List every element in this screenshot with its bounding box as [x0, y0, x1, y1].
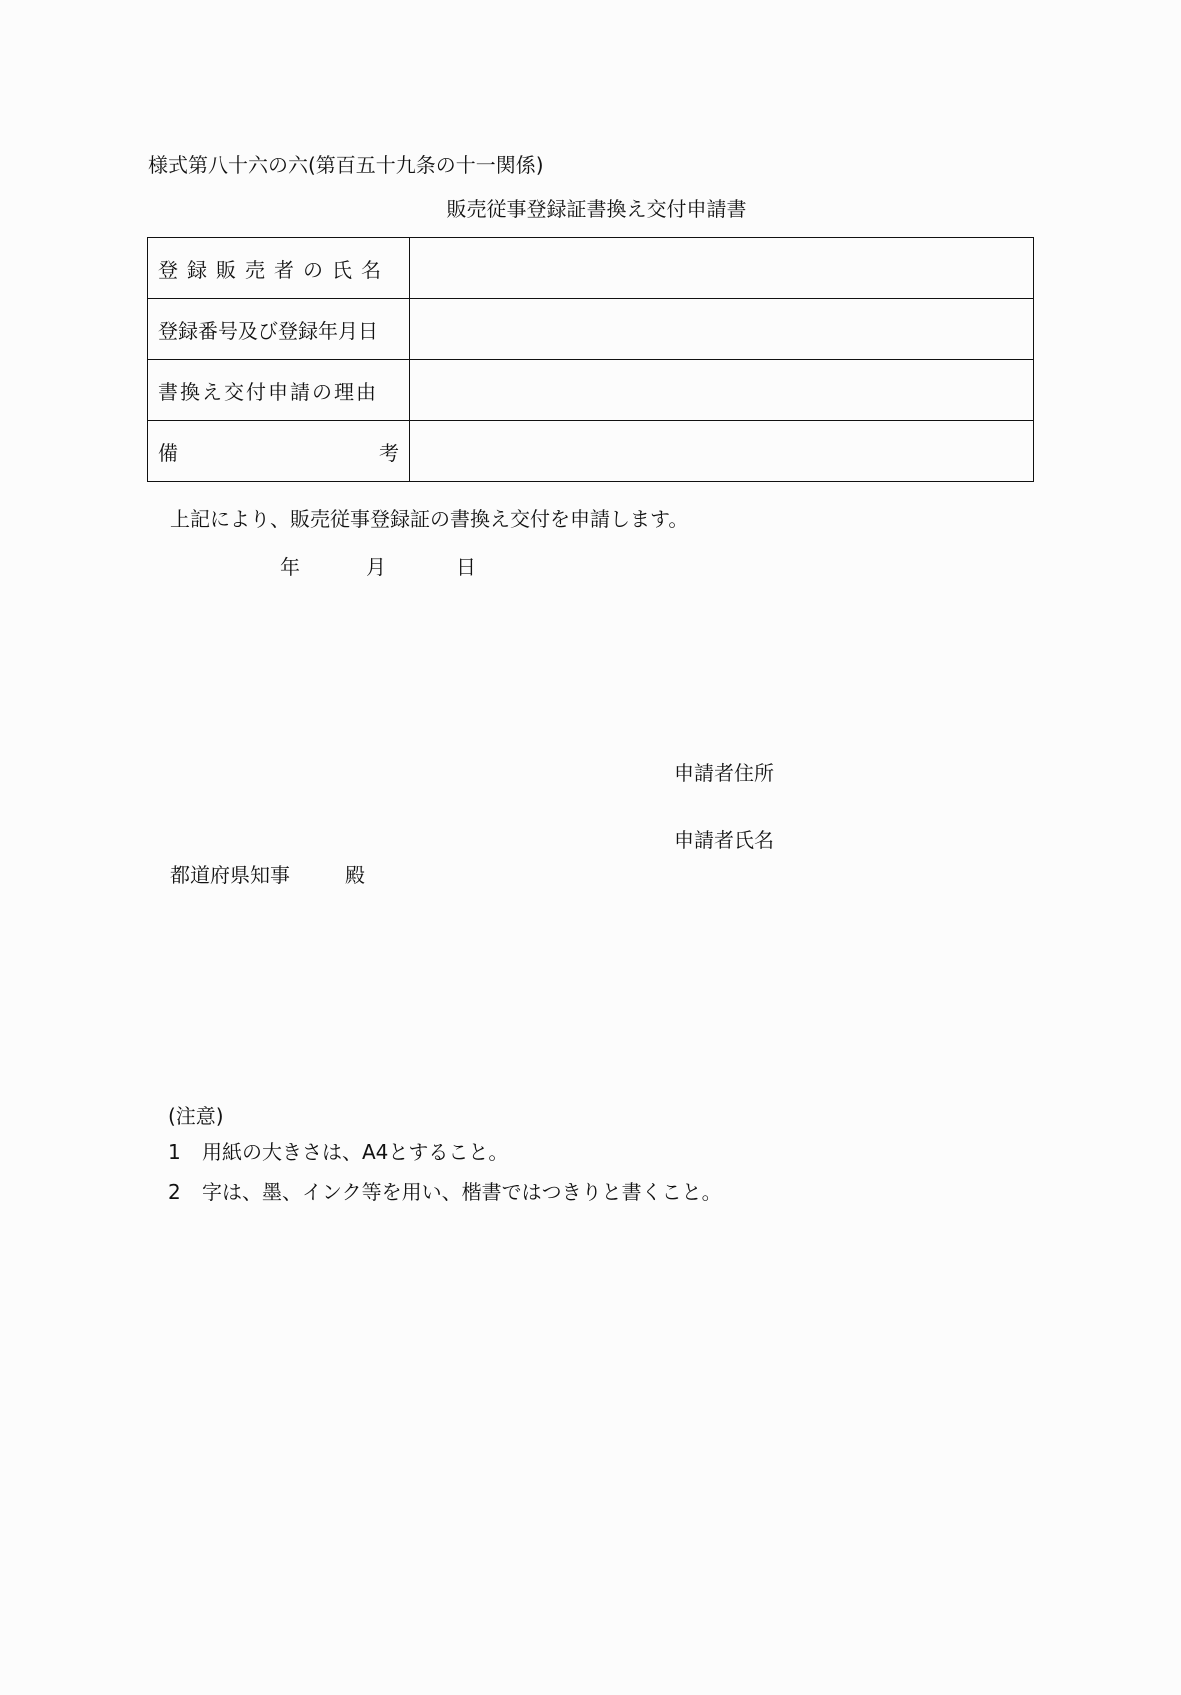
date-month-label: 月	[366, 555, 386, 579]
label-text: 登録販売者の氏名	[158, 257, 390, 282]
date-year-label: 年	[280, 555, 300, 579]
addressee-honorific: 殿	[345, 863, 365, 887]
note-item	[168, 1140, 508, 1164]
row-label	[148, 421, 410, 482]
label-registrant-name	[158, 254, 399, 283]
registration-number-date-field[interactable]	[410, 299, 1034, 360]
document-title: 販売従事登録証書換え交付申請書	[446, 197, 747, 221]
label-remarks-first: 備	[158, 440, 178, 465]
applicant-name-label: 申請者氏名	[674, 828, 774, 852]
row-label	[148, 238, 410, 299]
note-number: 2	[168, 1180, 181, 1204]
note-text: 用紙の大きさは、A4とすること。	[202, 1140, 509, 1164]
label-remarks	[158, 437, 399, 466]
note-text: 字は、墨、インク等を用い、楷書ではつきりと書くこと。	[202, 1180, 722, 1204]
application-statement: 上記により、販売従事登録証の書換え交付を申請します。	[170, 507, 689, 531]
note-item	[168, 1180, 722, 1204]
row-label	[148, 360, 410, 421]
remarks-field[interactable]	[410, 421, 1034, 482]
date-day-label: 日	[456, 555, 476, 579]
notes-heading: (注意)	[168, 1104, 224, 1128]
row-label	[148, 299, 410, 360]
table-row	[148, 421, 1034, 482]
label-remarks-second: 考	[379, 440, 399, 465]
table-row	[148, 238, 1034, 299]
addressee: 都道府県知事	[170, 863, 290, 887]
table-row	[148, 299, 1034, 360]
note-number: 1	[168, 1140, 181, 1164]
label-reissue-reason: 書換え交付申請の理由	[158, 379, 378, 404]
table-row	[148, 360, 1034, 421]
application-table	[147, 237, 1034, 482]
label-registration-number-date: 登録番号及び登録年月日	[158, 318, 378, 343]
applicant-address-label: 申請者住所	[674, 761, 774, 785]
registrant-name-field[interactable]	[410, 238, 1034, 299]
reissue-reason-field[interactable]	[410, 360, 1034, 421]
form-number: 様式第八十六の六(第百五十九条の十一関係)	[148, 153, 544, 177]
